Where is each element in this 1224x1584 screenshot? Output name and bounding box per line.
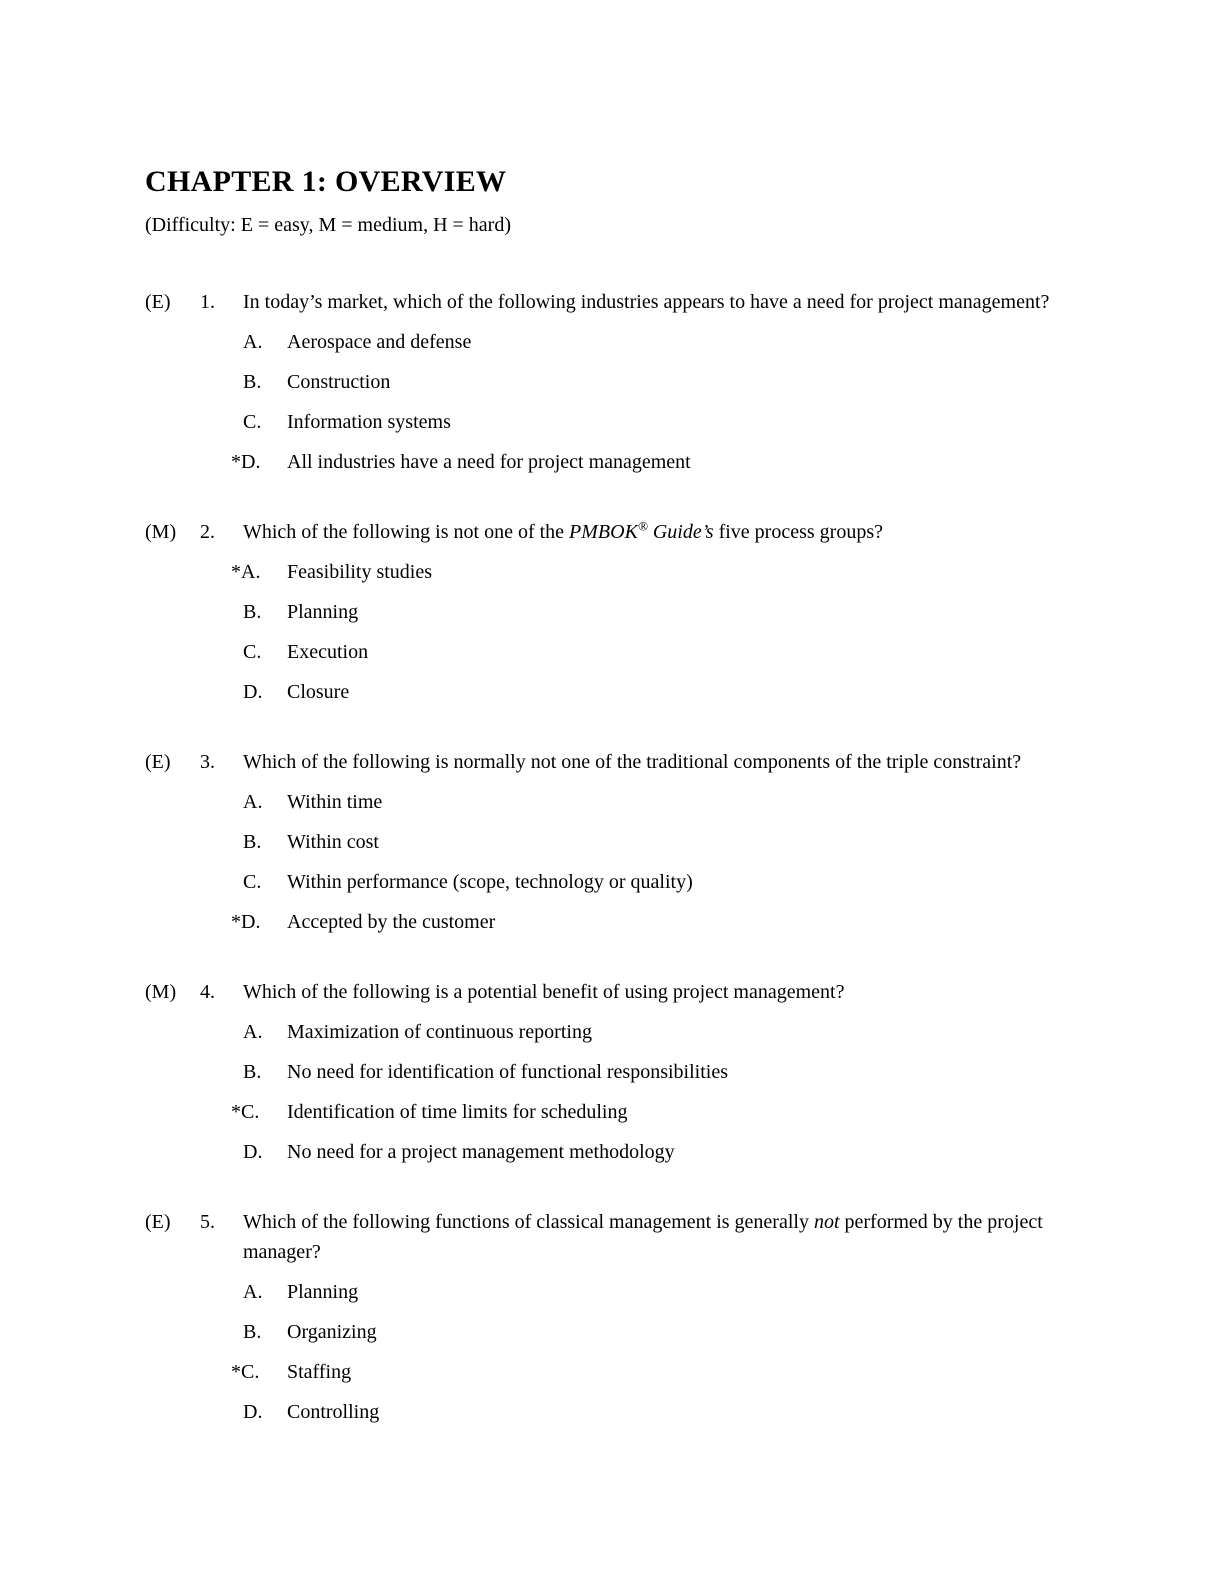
question: [145, 517, 1104, 707]
option-marker: D.: [243, 1141, 263, 1163]
option-text: Maximization of continuous reporting: [287, 1021, 592, 1043]
option: [243, 787, 1104, 817]
option-marker: C.: [243, 871, 262, 893]
option-text: Organizing: [287, 1321, 377, 1343]
option-marker: C.: [243, 411, 262, 433]
option-text: No need for a project management methodology: [287, 1141, 675, 1163]
option: [243, 1057, 1104, 1087]
difficulty-label: (M): [145, 521, 177, 543]
option-marker: *D.: [231, 451, 261, 473]
question-text: Which of the following is a potential benefit of using project management?: [243, 981, 845, 1003]
option: [243, 677, 1104, 707]
option-marker: D.: [243, 681, 263, 703]
question-number: 2.: [200, 521, 215, 543]
option-list: [231, 1277, 1104, 1427]
question-text: Which of the following functions of classical management is generally not performed by the project manager?: [243, 1211, 1043, 1263]
option-marker: A.: [243, 1281, 263, 1303]
question: [145, 747, 1104, 937]
option-list: [231, 327, 1104, 477]
difficulty-label: (E): [145, 291, 171, 313]
difficulty-label: (E): [145, 1211, 171, 1233]
question-body: [231, 287, 1104, 477]
option-correct: [231, 1097, 1104, 1127]
question-number: 5.: [200, 1211, 215, 1233]
option-marker: *D.: [231, 911, 261, 933]
option-text: Aerospace and defense: [287, 331, 472, 353]
option: [243, 367, 1104, 397]
option-text: Planning: [287, 1281, 359, 1303]
option: [243, 1317, 1104, 1347]
option: [243, 827, 1104, 857]
option-text: Controlling: [287, 1401, 380, 1423]
question-list: [145, 287, 1104, 1427]
option-correct: [231, 907, 1104, 937]
option-marker: B.: [243, 1061, 262, 1083]
option-text: All industries have a need for project management: [287, 451, 691, 473]
option: [243, 1277, 1104, 1307]
option-marker: *C.: [231, 1101, 260, 1123]
option: [243, 637, 1104, 667]
difficulty-label: (M): [145, 981, 177, 1003]
question-text: Which of the following is not one of the PMBOK® Guide’s five process groups?: [243, 518, 883, 543]
question-body: [231, 747, 1104, 937]
difficulty-label: (E): [145, 751, 171, 773]
option: [243, 327, 1104, 357]
option: [243, 597, 1104, 627]
option: [243, 1137, 1104, 1167]
option-correct: [231, 447, 1104, 477]
option-text: Identification of time limits for scheduling: [287, 1101, 628, 1123]
option-marker: B.: [243, 371, 262, 393]
option: [243, 867, 1104, 897]
question-body: [231, 517, 1104, 707]
difficulty-note: (Difficulty: E = easy, M = medium, H = hard): [145, 214, 511, 236]
question-body: [231, 1207, 1104, 1427]
option-marker: B.: [243, 831, 262, 853]
option-marker: B.: [243, 1321, 262, 1343]
question-text: Which of the following is normally not one of the traditional components of the triple constraint?: [243, 751, 1022, 773]
question-body: [231, 977, 1104, 1167]
option-text: Planning: [287, 601, 359, 623]
option: [243, 1397, 1104, 1427]
question-number: 1.: [200, 291, 215, 313]
option-correct: [231, 1357, 1104, 1387]
page-title: CHAPTER 1: OVERVIEW: [145, 165, 507, 198]
option-marker: A.: [243, 331, 263, 353]
option-correct: [231, 557, 1104, 587]
option-text: Closure: [287, 681, 350, 703]
option-text: Staffing: [287, 1361, 352, 1383]
option: [243, 1017, 1104, 1047]
question: [145, 977, 1104, 1167]
option-text: No need for identification of functional responsibilities: [287, 1061, 728, 1083]
option-marker: D.: [243, 1401, 263, 1423]
option-marker: C.: [243, 641, 262, 663]
option-marker: *C.: [231, 1361, 260, 1383]
option-marker: B.: [243, 601, 262, 623]
option-list: [231, 1017, 1104, 1167]
question-number: 3.: [200, 751, 215, 773]
question: [145, 1207, 1104, 1427]
option-list: [231, 787, 1104, 937]
question-number: 4.: [200, 981, 215, 1003]
option-text: Accepted by the customer: [287, 911, 496, 933]
question-text: In today’s market, which of the following industries appears to have a need for project management?: [243, 291, 1050, 313]
option-text: Construction: [287, 371, 391, 393]
option: [243, 407, 1104, 437]
option-text: Feasibility studies: [287, 561, 432, 583]
option-marker: A.: [243, 791, 263, 813]
question: [145, 287, 1104, 477]
option-text: Within time: [287, 791, 383, 813]
option-marker: *A.: [231, 561, 261, 583]
option-list: [231, 557, 1104, 707]
option-text: Within cost: [287, 831, 379, 853]
option-text: Execution: [287, 641, 369, 663]
option-marker: A.: [243, 1021, 263, 1043]
option-text: Within performance (scope, technology or quality): [287, 871, 693, 893]
option-text: Information systems: [287, 411, 451, 433]
